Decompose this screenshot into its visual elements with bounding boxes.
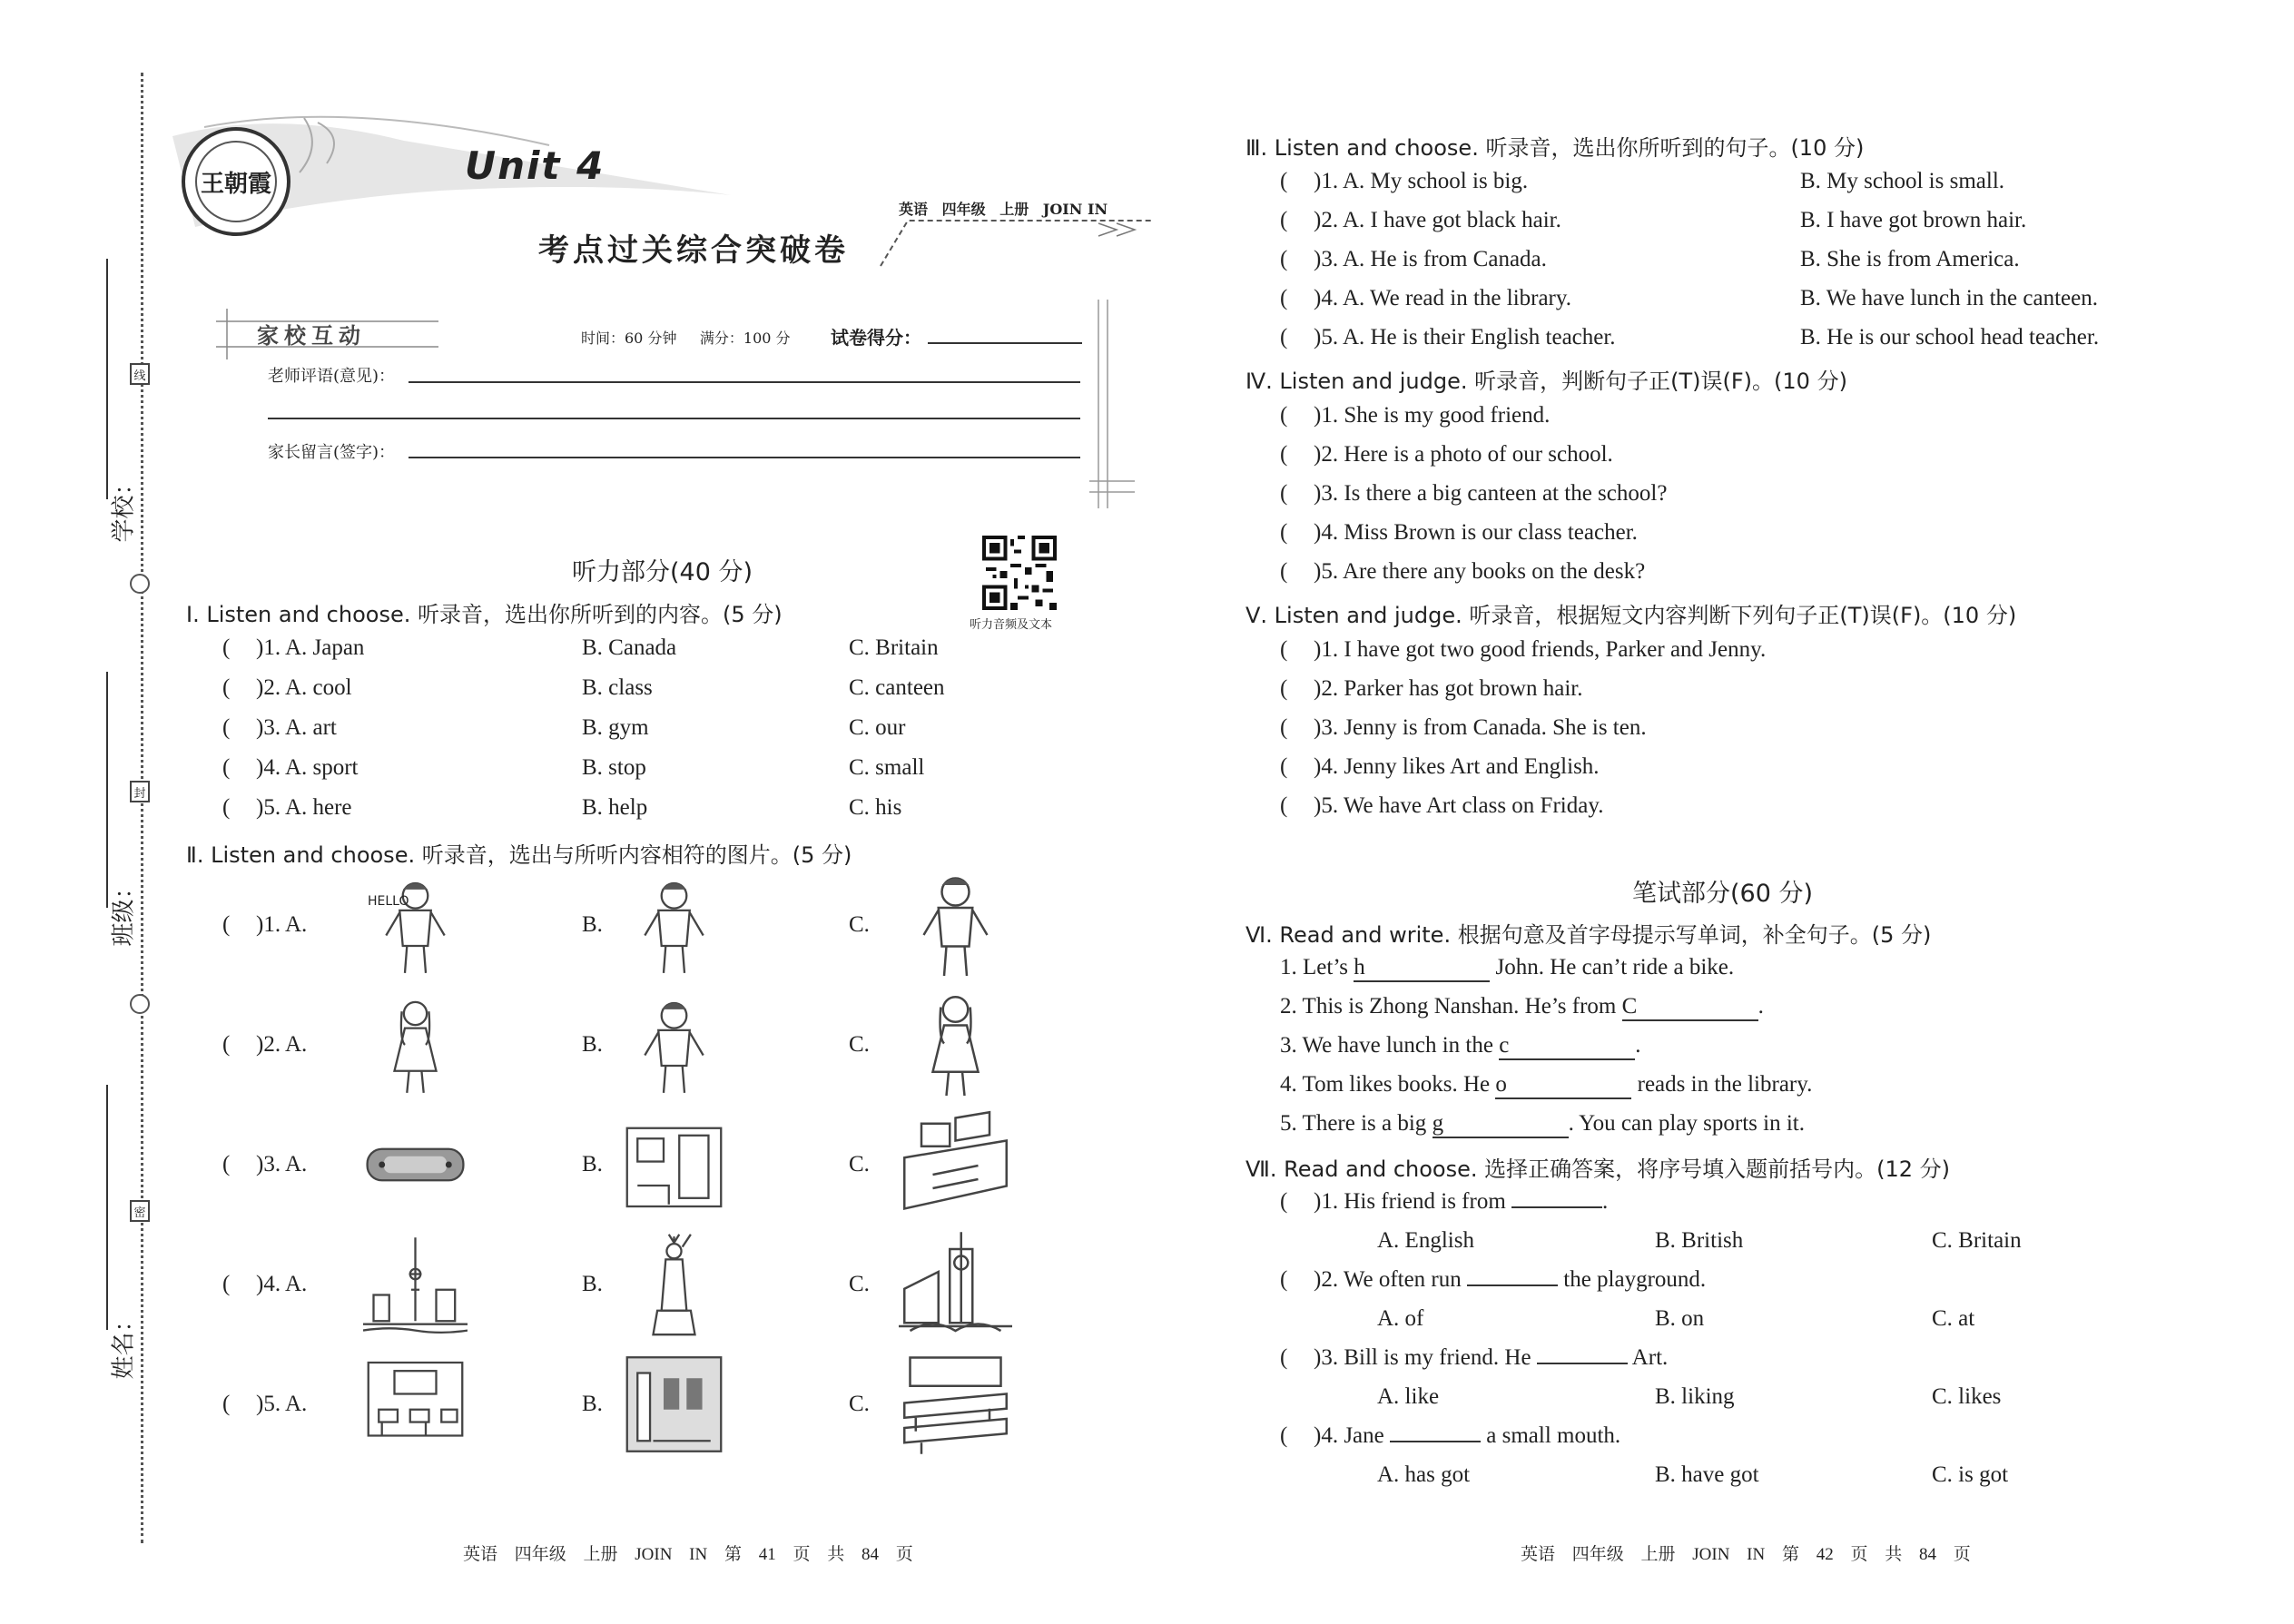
choice-option-a: A. of <box>1377 1306 1424 1331</box>
picture-option-b-label: B. <box>582 1152 603 1176</box>
initial-letter-hint: c <box>1499 1033 1510 1058</box>
answer-bracket[interactable]: ( <box>1280 169 1288 193</box>
answer-blank[interactable] <box>1390 1441 1481 1442</box>
city-skyline-picture[interactable] <box>363 1231 468 1338</box>
question-end: the playground. <box>1558 1267 1707 1292</box>
answer-bracket[interactable]: ( <box>1280 715 1288 740</box>
picture-option-a-label: )4. A. <box>256 1272 308 1296</box>
word-blank[interactable] <box>1499 1033 1635 1060</box>
painter-picture[interactable] <box>622 871 726 979</box>
word-blank[interactable] <box>1433 1111 1569 1138</box>
answer-bracket[interactable]: ( <box>1280 1267 1288 1292</box>
picture-option-b-label: B. <box>582 1272 603 1296</box>
school-fill-line <box>106 259 108 499</box>
sentence-start: 5. There is a big <box>1280 1111 1433 1136</box>
option-b: B. help <box>582 795 648 820</box>
answer-bracket[interactable]: ( <box>222 635 231 660</box>
answer-bracket[interactable]: ( <box>1280 481 1288 506</box>
section-2-title: Ⅱ. Listen and choose. 听录音，选出与所听内容相符的图片。(5 分) <box>186 842 852 868</box>
sentence-option-b: B. She is from America. <box>1800 247 2020 271</box>
full-score-info: 满分：100 分 <box>699 330 791 347</box>
question-end: . <box>1602 1189 1609 1214</box>
section-6-title: Ⅵ. Read and write. 根据句意及首字母提示写单词，补全句子。(5 分) <box>1245 922 1932 948</box>
choice-option-a: A. like <box>1377 1384 1440 1409</box>
initial-letter-hint: C <box>1621 994 1638 1019</box>
option-b: B. stop <box>582 755 646 780</box>
choice-option-a: A. English <box>1377 1228 1474 1253</box>
picture-option-a-label: )1. A. <box>256 912 308 937</box>
picture-option-c-label: C. <box>849 1152 870 1176</box>
judge-statement: )4. Jenny likes Art and English. <box>1314 754 1600 779</box>
choice-option-b: B. British <box>1655 1228 1744 1253</box>
writing-part-title: 笔试部分(60 分) <box>1632 880 1814 908</box>
answer-bracket[interactable]: ( <box>1280 1189 1288 1214</box>
footer-right-page: 英语 四年级 上册 JOIN IN 第 42 页 共 84 页 <box>1521 1545 1971 1564</box>
judge-statement: )5. We have Art class on Friday. <box>1314 793 1604 818</box>
qr-caption: 听力音频及文本 <box>970 618 1053 632</box>
big-ben-picture[interactable] <box>885 1226 1026 1340</box>
judge-statement: )2. Parker has got brown hair. <box>1314 676 1583 701</box>
sentence-end: . <box>1635 1033 1641 1058</box>
answer-bracket[interactable]: ( <box>222 912 231 937</box>
school-label: 学校： <box>110 471 138 543</box>
picture-option-a-label: )2. A. <box>256 1032 308 1057</box>
tag-subject: 英语 <box>899 201 929 218</box>
answer-bracket[interactable]: ( <box>222 1272 231 1296</box>
choice-option-b: B. have got <box>1655 1462 1759 1487</box>
fill-in-sentence <box>1280 1072 1812 1099</box>
answer-bracket[interactable]: ( <box>1280 208 1288 232</box>
option-c: C. our <box>849 715 906 740</box>
choice-option-c: C. at <box>1932 1306 1975 1331</box>
answer-blank[interactable] <box>1537 1363 1628 1364</box>
choice-option-a: A. has got <box>1377 1462 1471 1487</box>
option-a: )4. A. sport <box>256 755 359 780</box>
answer-bracket[interactable]: ( <box>222 715 231 740</box>
subtitle-dashed-decoration <box>871 216 1162 280</box>
boy-picture[interactable] <box>622 991 726 1098</box>
picture-option-c-label: C. <box>849 1032 870 1057</box>
choice-option-c: C. likes <box>1932 1384 2002 1409</box>
qr-code[interactable] <box>982 536 1057 610</box>
judge-sentence: )4. Miss Brown is our class teacher. <box>1314 520 1638 545</box>
picture-option-c-label: C. <box>849 1392 870 1416</box>
section-7-title: Ⅶ. Read and choose. 选择正确答案，将序号填入题前括号内。(12 分) <box>1245 1156 1951 1182</box>
option-a: )1. A. Japan <box>256 635 365 660</box>
choice-option-b: B. liking <box>1655 1384 1735 1409</box>
question-start: )4. Jane <box>1314 1423 1390 1448</box>
sentence-option-b: B. He is our school head teacher. <box>1800 325 2100 349</box>
option-c: C. small <box>849 755 925 780</box>
choice-option-c: C. Britain <box>1932 1228 2022 1253</box>
parent-comment-label: 家长留言(签字)： <box>268 443 396 462</box>
picture-option-a-label: )5. A. <box>256 1392 308 1416</box>
fill-in-sentence <box>1280 1111 1805 1138</box>
listening-part-title: 听力部分(40 分) <box>572 558 753 586</box>
fill-in-sentence <box>1280 1033 1640 1060</box>
binding-hole <box>130 994 150 1014</box>
option-b: B. class <box>582 675 653 700</box>
teacher-comment-label: 老师评语(意见)： <box>268 367 396 386</box>
answer-bracket[interactable]: ( <box>222 1392 231 1416</box>
judge-statement: )1. I have got two good friends, Parker and Jenny. <box>1314 637 1767 662</box>
publisher-logo-text: 王朝霞 <box>195 141 277 222</box>
classroom-desk-picture[interactable] <box>885 1107 1026 1220</box>
paper-subtitle: 考点过关综合突破卷 <box>538 232 849 269</box>
binding-dotted-line <box>141 73 143 1543</box>
teacher-picture[interactable] <box>363 871 468 979</box>
answer-bracket[interactable]: ( <box>222 755 231 780</box>
option-a: )5. A. here <box>256 795 352 820</box>
footer-left-page: 英语 四年级 上册 JOIN IN 第 41 页 共 84 页 <box>463 1545 913 1564</box>
publisher-seal-logo <box>182 127 290 236</box>
option-a: )3. A. art <box>256 715 337 740</box>
name-fill-line <box>106 1085 108 1330</box>
tag-edition: JOIN IN <box>1042 201 1108 218</box>
binding-margin <box>0 0 182 1624</box>
initial-letter-hint: g <box>1432 1111 1444 1136</box>
choice-question <box>1314 1189 1608 1215</box>
choice-question <box>1314 1267 1706 1293</box>
sentence-start: 1. Let’s <box>1280 955 1354 979</box>
hallway-picture[interactable] <box>622 1351 726 1458</box>
initial-letter-hint: h <box>1354 955 1365 979</box>
classroom-picture[interactable] <box>363 1351 468 1458</box>
tag-volume: 上册 <box>999 201 1029 218</box>
home-school-label: 家校互动 <box>257 323 366 349</box>
binding-hole <box>130 574 150 594</box>
time-info: 时间：60 分钟 <box>581 330 677 347</box>
fill-in-sentence <box>1280 994 1764 1021</box>
teacher-comment-line[interactable] <box>409 381 1080 383</box>
section-5-title: Ⅴ. Listen and judge. 听录音，根据短文内容判断下列句子正(T)误(F)。(10 分) <box>1245 603 2017 628</box>
fill-in-sentence <box>1280 955 1734 982</box>
choice-question <box>1314 1345 1668 1371</box>
answer-bracket[interactable]: ( <box>1280 403 1288 428</box>
word-blank[interactable] <box>1622 994 1758 1021</box>
sentence-end: John. He can’t ride a bike. <box>1490 955 1735 979</box>
answer-bracket[interactable]: ( <box>1280 286 1288 310</box>
section-4-title: Ⅳ. Listen and judge. 听录音，判断句子正(T)误(F)。(10 分) <box>1245 369 1847 394</box>
answer-blank[interactable] <box>1467 1284 1558 1286</box>
sentence-option-a: )1. A. My school is big. <box>1314 169 1529 193</box>
sentence-start: 4. Tom likes books. He <box>1280 1072 1496 1097</box>
answer-bracket[interactable]: ( <box>222 795 231 820</box>
judge-sentence: )3. Is there a big canteen at the school? <box>1314 481 1668 506</box>
answer-bracket[interactable]: ( <box>1280 754 1288 779</box>
question-start: )2. We often run <box>1314 1267 1468 1292</box>
sentence-start: 3. We have lunch in the <box>1280 1033 1500 1058</box>
answer-bracket[interactable]: ( <box>222 675 231 700</box>
answer-bracket[interactable]: ( <box>1280 637 1288 662</box>
name-label: 姓名： <box>110 1308 138 1380</box>
question-start: )1. His friend is from <box>1314 1189 1512 1214</box>
sentence-end: reads in the library. <box>1631 1072 1813 1097</box>
answer-bracket[interactable]: ( <box>1280 1345 1288 1370</box>
answer-bracket[interactable]: ( <box>222 1152 231 1176</box>
picture-option-a-label: )3. A. <box>256 1152 308 1176</box>
answer-bracket[interactable]: ( <box>1280 442 1288 467</box>
answer-bracket[interactable]: ( <box>222 1032 231 1057</box>
option-b: B. gym <box>582 715 649 740</box>
option-c: C. canteen <box>849 675 945 700</box>
answer-bracket[interactable]: ( <box>1280 793 1288 818</box>
parent-signature-line[interactable] <box>409 457 1080 458</box>
canteen-picture[interactable] <box>885 1346 1026 1460</box>
girl-long-hair-picture[interactable] <box>363 991 468 1098</box>
hello-board-text: HELLO <box>368 894 409 909</box>
choice-option-b: B. on <box>1655 1306 1705 1331</box>
binding-mark-box: 封 <box>130 781 150 802</box>
sentence-end: . You can play sports in it. <box>1568 1111 1805 1136</box>
unit-title: Unit 4 <box>465 143 605 188</box>
picture-option-c-label: C. <box>849 1272 870 1296</box>
picture-option-b-label: B. <box>582 1032 603 1057</box>
sentence-option-b: B. My school is small. <box>1800 169 2005 193</box>
picture-option-c-label: C. <box>849 912 870 937</box>
section-3-title: Ⅲ. Listen and choose. 听录音，选出你所听到的句子。(10 分) <box>1245 135 1865 161</box>
sentence-start: 2. This is Zhong Nanshan. He’s from <box>1280 994 1622 1019</box>
sentence-option-b: B. I have got brown hair. <box>1800 208 2027 232</box>
sentence-option-a: )5. A. He is their English teacher. <box>1314 325 1616 349</box>
boy-picture[interactable] <box>885 867 1026 980</box>
option-a: )2. A. cool <box>256 675 352 700</box>
sentence-option-a: )3. A. He is from Canada. <box>1314 247 1547 271</box>
question-end: a small mouth. <box>1481 1423 1621 1448</box>
picture-option-b-label: B. <box>582 1392 603 1416</box>
answer-blank[interactable] <box>1511 1206 1602 1208</box>
word-blank[interactable] <box>1495 1072 1631 1099</box>
question-start: )3. Bill is my friend. He <box>1314 1345 1537 1370</box>
section-1-title: Ⅰ. Listen and choose. 听录音，选出你所听到的内容。(5 分) <box>186 602 783 627</box>
initial-letter-hint: o <box>1495 1072 1507 1097</box>
choice-question <box>1314 1423 1620 1449</box>
picture-option-b-label: B. <box>582 912 603 937</box>
sentence-option-b: B. We have lunch in the canteen. <box>1800 286 2098 310</box>
room-picture[interactable] <box>622 1111 726 1218</box>
teacher-comment-line-2[interactable] <box>268 418 1080 419</box>
tag-grade: 四年级 <box>941 201 986 218</box>
score-blank[interactable] <box>928 342 1082 344</box>
question-end: Art. <box>1627 1345 1669 1370</box>
answer-bracket[interactable]: ( <box>1280 520 1288 545</box>
comment-box-bracket <box>1089 300 1135 508</box>
answer-bracket[interactable]: ( <box>1280 247 1288 271</box>
judge-sentence: )5. Are there any books on the desk? <box>1314 559 1646 584</box>
exam-meta <box>581 327 791 348</box>
sentence-option-a: )2. A. I have got black hair. <box>1314 208 1561 232</box>
sentence-option-a: )4. A. We read in the library. <box>1314 286 1572 310</box>
binding-mark-box: 密 <box>130 1200 150 1222</box>
judge-sentence: )1. She is my good friend. <box>1314 403 1551 428</box>
sentence-end: . <box>1757 994 1764 1019</box>
sink-picture[interactable] <box>363 1111 468 1218</box>
word-blank[interactable] <box>1354 955 1490 982</box>
option-c: C. his <box>849 795 902 820</box>
girl-short-hair-picture[interactable] <box>885 987 1026 1100</box>
class-label: 班级： <box>110 875 138 947</box>
class-fill-line <box>106 672 108 908</box>
answer-bracket[interactable]: ( <box>1280 325 1288 349</box>
option-b: B. Canada <box>582 635 677 660</box>
answer-bracket[interactable]: ( <box>1280 559 1288 584</box>
score-label: 试卷得分： <box>831 327 921 349</box>
judge-statement: )3. Jenny is from Canada. She is ten. <box>1314 715 1647 740</box>
answer-bracket[interactable]: ( <box>1280 1423 1288 1448</box>
option-c: C. Britain <box>849 635 939 660</box>
answer-bracket[interactable]: ( <box>1280 676 1288 701</box>
statue-of-liberty-picture[interactable] <box>622 1231 726 1338</box>
choice-option-c: C. is got <box>1932 1462 2009 1487</box>
binding-mark-box: 线 <box>130 363 150 385</box>
judge-sentence: )2. Here is a photo of our school. <box>1314 442 1613 467</box>
